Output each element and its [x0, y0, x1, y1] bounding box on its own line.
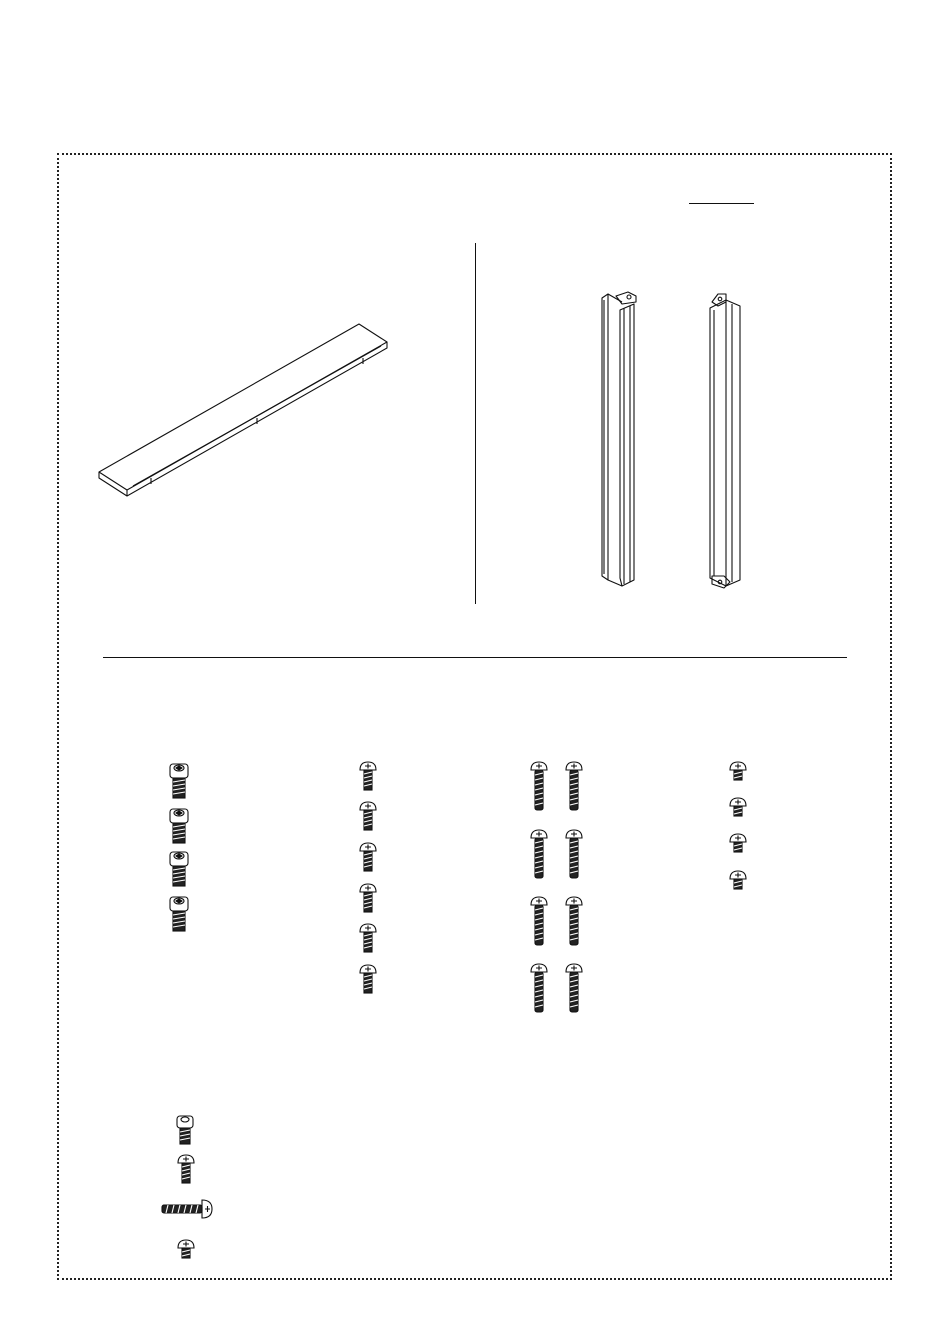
pan-head-screw-long-icon — [564, 828, 584, 880]
socket-cap-screw-icon — [168, 807, 190, 845]
cover-rail-drawing — [95, 318, 395, 498]
pan-head-screw-mini-icon — [728, 869, 748, 891]
pan-head-screw-short-icon — [358, 760, 378, 792]
pan-head-screw-long-icon — [529, 828, 549, 880]
horizontal-divider — [103, 657, 847, 658]
leg-channel-left-drawing — [598, 290, 642, 590]
pan-head-screw-long-icon — [529, 962, 549, 1014]
pan-head-screw-long-icon — [564, 760, 584, 812]
pan-head-screw-short-icon — [358, 800, 378, 832]
socket-cap-screw-icon — [168, 895, 190, 933]
pan-head-screw-short-icon — [358, 882, 378, 914]
pan-head-screw-short-icon — [176, 1153, 196, 1185]
pan-head-screw-mini-icon — [728, 796, 748, 818]
pan-head-screw-long-icon — [564, 962, 584, 1014]
title-underline — [689, 203, 754, 204]
socket-cap-screw-small-icon — [175, 1114, 195, 1146]
pan-head-screw-long-icon — [564, 895, 584, 947]
pan-head-screw-short-icon — [358, 841, 378, 873]
pan-head-screw-short-icon — [358, 922, 378, 954]
pan-head-screw-mini-icon — [728, 832, 748, 854]
pan-head-screw-long-icon — [529, 760, 549, 812]
pan-head-screw-long-icon — [529, 895, 549, 947]
leg-channel-right-drawing — [704, 290, 748, 590]
pan-head-screw-horizontal-icon — [160, 1198, 214, 1220]
vertical-divider — [475, 243, 476, 604]
socket-cap-screw-icon — [168, 762, 190, 800]
pan-head-screw-short-icon — [358, 963, 378, 995]
pan-head-screw-mini-icon — [728, 760, 748, 782]
pan-head-screw-mini-icon — [176, 1238, 196, 1260]
socket-cap-screw-icon — [168, 850, 190, 888]
